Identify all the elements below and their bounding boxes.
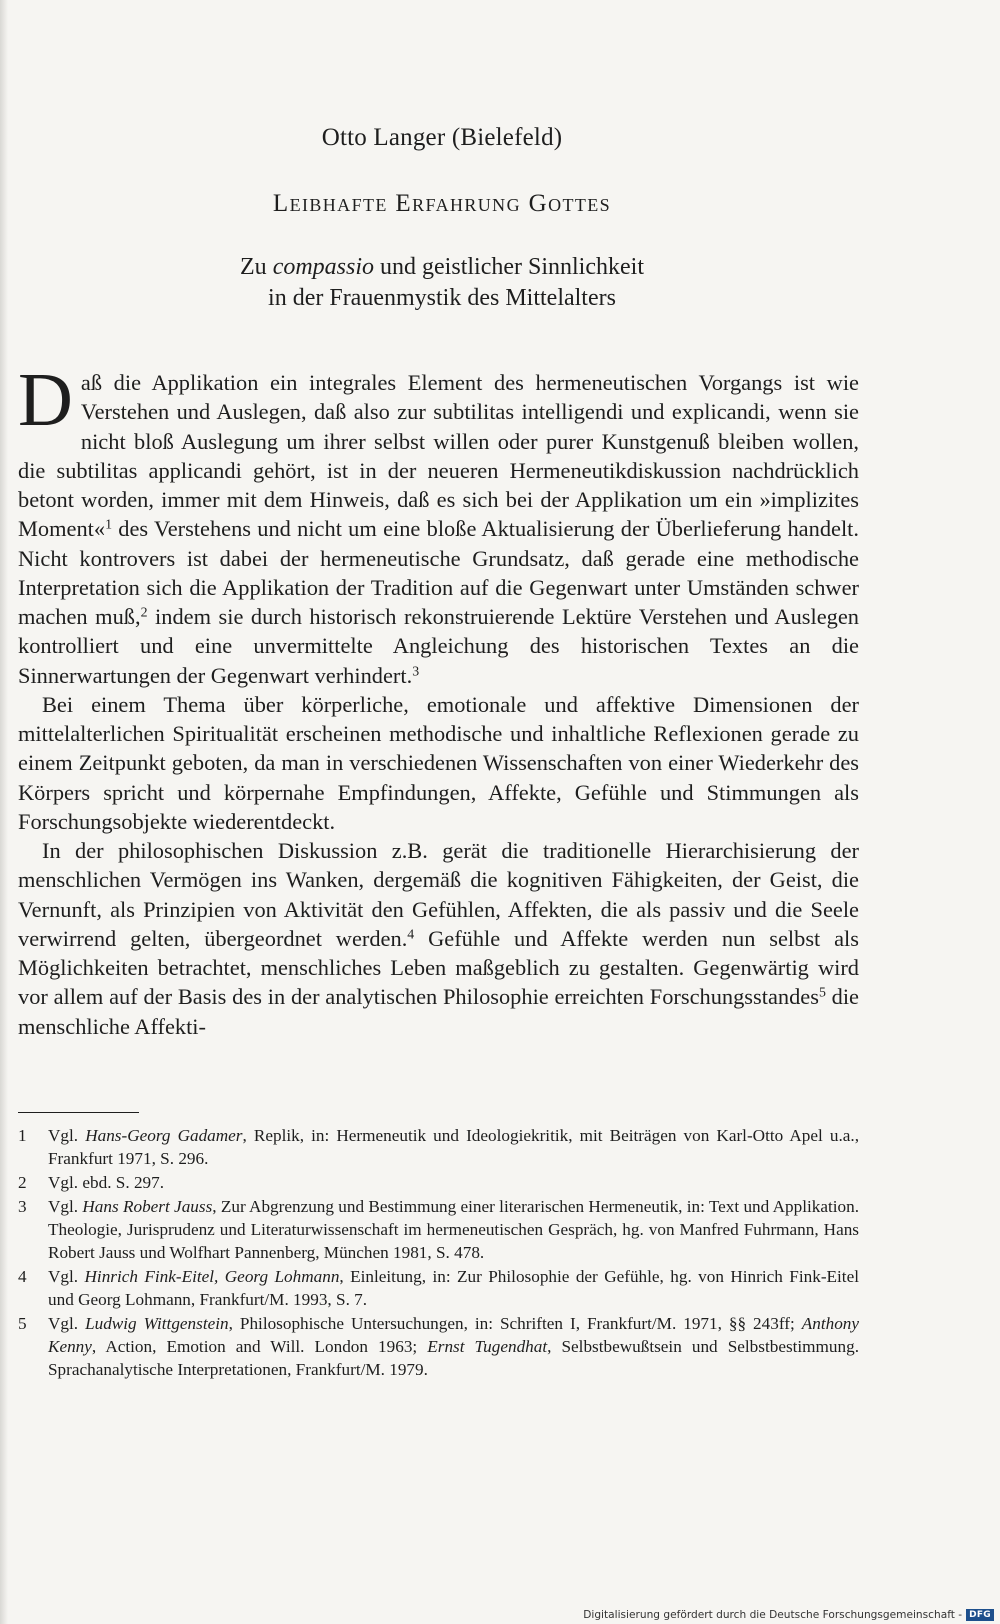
footnote-post: , Replik, in: Hermeneutik und Ideologiekritik, mit Beiträgen von Karl-Otto Apel u.a., Frankfurt 1971, S. 296. (48, 1126, 860, 1169)
footnote-text (48, 1265, 859, 1311)
footnote-number: 2 (18, 1172, 27, 1192)
footnote-author: Hans Robert Jauss (82, 1196, 213, 1216)
footnote-text (48, 1124, 859, 1170)
footnote-author: Anthony Kenny (48, 1313, 860, 1356)
footnote-ref-1: 1 (105, 517, 113, 533)
drop-cap: D (18, 358, 73, 442)
footnote-3 (18, 1195, 859, 1265)
footnote-post: , Einleitung, in: Zur Philosophie der Gefühle, hg. von Hinrich Fink-Eitel und Georg Lohmann, Frankfurt/M. 1993, S. 7. (48, 1266, 859, 1309)
footnote-pre: Vgl. (48, 1126, 86, 1145)
footnote-ref-2: 2 (140, 605, 148, 621)
footnote-rule (18, 1112, 139, 1113)
footnote-pre: Vgl. (48, 1196, 83, 1216)
footnote-number: 4 (18, 1266, 27, 1286)
footnote-pre: Vgl. (48, 1266, 85, 1286)
footnote-pre: Vgl. (48, 1313, 86, 1333)
footnote-number: 3 (18, 1196, 27, 1216)
scan-edge (0, 0, 8, 1624)
body-text (18, 358, 860, 1041)
footnote-ref-5: 5 (818, 985, 826, 1001)
p3-part-b: Gefühle und Affekte werden nun selbst als Möglichkeiten betrachtet, menschliches Leben maßgeblich zu gestalten. Gegenwärtig wird vor allem auf der Basis des in der analytischen Philosophie erreichten Forschungsstandes (18, 925, 859, 1010)
footnote-number: 5 (18, 1313, 27, 1333)
footnote-4 (18, 1265, 859, 1311)
footnote-author: Hinrich Fink-Eitel, Georg Lohmann (84, 1266, 340, 1286)
subtitle-italic: compassio (272, 254, 375, 280)
p1-part-a: aß die Applikation ein integrales Element des hermeneutischen Vorgangs ist wie Verstehen und Auslegen, daß also zur subtilitas intelligendi und explicandi, wenn sie nicht bloß Auslegung um ihrer selbst willen oder purer Kunstgenuß bleiben wollen, die subtilitas applicandi gehört, ist in der neueren Hermeneutikdiskussion nachdrücklich betont worden, immer mit dem Hinweis, daß es sich bei der Applikation um ein »implizites Moment« (18, 370, 859, 542)
footnote-ref-4: 4 (407, 927, 415, 943)
footnotes (18, 1124, 859, 1382)
footnote-text (48, 1312, 859, 1382)
digitization-footer (583, 1609, 994, 1621)
footnote-post: , Zur Abgrenzung und Bestimmung einer literarischen Hermeneutik, in: Text und Applikation. Theologie, Jurisprudenz und Literaturwissenschaft im hermeneutischen Gespräch, hg. von Manfred Fuhrmann, Hans Robert Jauss und Wolfhart Pannenberg, München 1981, S. 478. (48, 1196, 860, 1263)
article-subtitle (0, 252, 884, 314)
paragraph-2: Bei einem Thema über körperliche, emotionale und affektive Dimensionen der mittelalterlichen Spiritualität erscheinen methodische und inhaltliche Reflexionen gerade zu einem Zeitpunkt geboten, da man in verschiedenen Wissenschaften von einer Wiederkehr des Körpers spricht und körpernahe Empfindungen, Affekte, Gefühle und Stimmungen als Forschungsobjekte wiederentdeckt. (18, 691, 859, 834)
footnote-text (48, 1195, 859, 1265)
subtitle-pre: Zu (240, 254, 273, 280)
subtitle-post: und geistlicher Sinnlichkeit (374, 254, 644, 280)
subtitle-line2: in der Frauenmystik des Mittelalters (268, 285, 616, 311)
footnote-post: , Selbstbewußtsein und Selbstbestimmung. Sprachanalytische Interpretationen, Frankfurt/M. 1979. (48, 1336, 859, 1380)
p3-part-a: In der philosophischen Diskussion z.B. gerät die traditionelle Hierarchisierung der menschlichen Vermögen ins Wanken, dergemäß die kognitiven Fähigkeiten, der Geist, die Vernunft, als Prinzipien von Aktivität den Gefühlen, Affekten, die als passiv und die Seele verwirrend gelten, übergeordnet werden. (18, 838, 859, 951)
footnote-author: Ernst Tugendhat (427, 1336, 548, 1356)
footnote-1 (18, 1124, 859, 1170)
p1-part-c: indem sie durch historisch rekonstruierende Lektüre Verstehen und Auslegen kontrolliert und eine unvermittelte Angleichung des historischen Textes an die Sinnerwartungen der Gegenwart verhindert. (18, 604, 859, 688)
dfg-logo: DFG (966, 1609, 994, 1621)
footnote-mid: , Philosophische Untersuchungen, in: Schriften I, Frankfurt/M. 1971, §§ 243ff; (228, 1313, 802, 1333)
paragraph-1 (18, 358, 859, 690)
footnote-mid: , Action, Emotion and Will. London 1963; (91, 1336, 428, 1356)
footnote-text: Vgl. ebd. S. 297. (48, 1172, 165, 1192)
author-line: Otto Langer (Bielefeld) (321, 124, 563, 151)
article-title: Leibhafte Erfahrung Gottes (272, 190, 612, 217)
footnote-5 (18, 1312, 859, 1382)
p1-part-b: des Verstehens und nicht um eine bloße Aktualisierung der Überlieferung handelt. Nicht kontrovers ist dabei der hermeneutische Grundsatz, daß gerade eine methodische Interpretation sich die Applikation der Tradition auf die Gegenwart unter Umständen schwer machen muß, (18, 516, 859, 629)
footnote-2 (18, 1171, 859, 1194)
paragraph-3 (18, 836, 859, 1041)
footnote-author: Ludwig Wittgenstein (85, 1313, 229, 1333)
footnote-ref-3: 3 (412, 663, 420, 679)
footnote-author: Hans-Georg Gadamer (85, 1126, 243, 1145)
footer-text: Digitalisierung gefördert durch die Deutsche Forschungsgemeinschaft - (583, 1609, 963, 1621)
footnote-number: 1 (18, 1126, 27, 1145)
p3-part-c: die menschliche Affekti- (18, 984, 860, 1039)
